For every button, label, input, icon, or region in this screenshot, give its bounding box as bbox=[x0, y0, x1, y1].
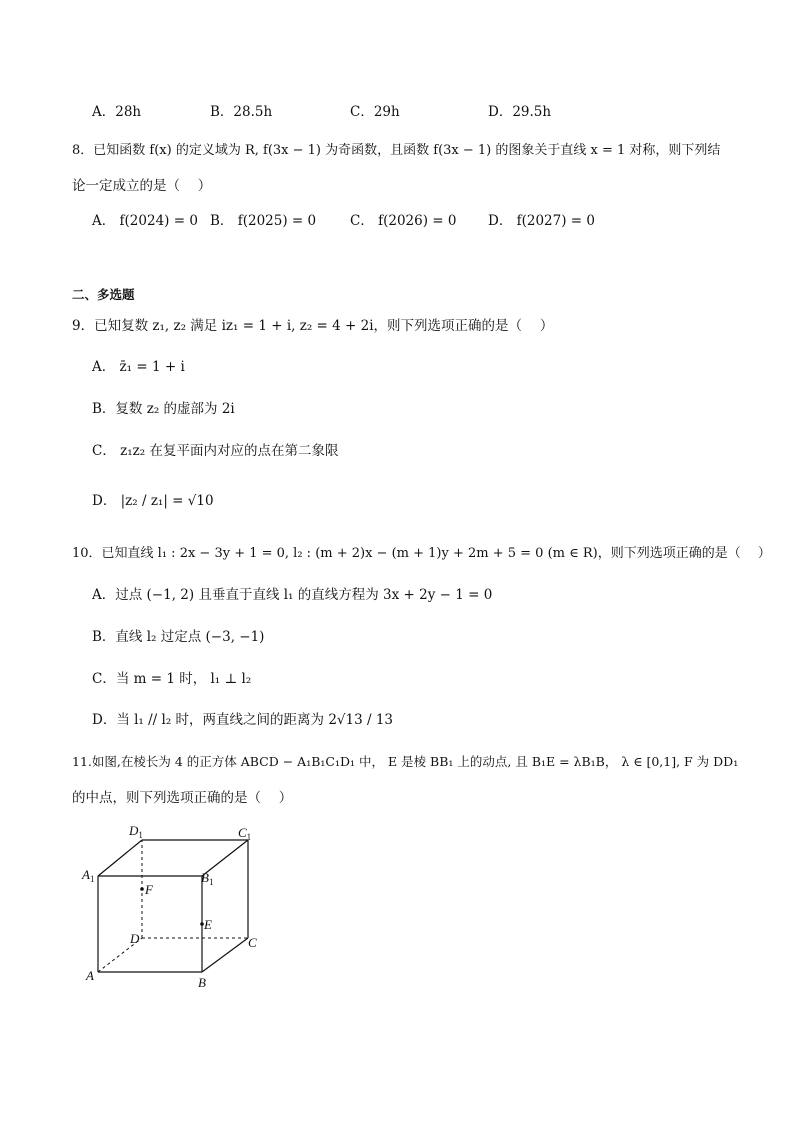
label-b1: $B_1$ bbox=[201, 870, 214, 887]
label-a: A bbox=[86, 968, 94, 983]
label-a1: $A_1$ bbox=[82, 867, 95, 884]
cube-hidden-edges bbox=[98, 840, 248, 972]
q7-option-d: D．29.5h bbox=[488, 104, 552, 120]
q8-stem-line2: 论一定成立的是（ ） bbox=[72, 178, 212, 194]
q11-stem-line2: 的中点，则下列选项正确的是（ ） bbox=[72, 790, 293, 806]
section-title: 二、多选题 bbox=[72, 287, 135, 302]
q8-option-a: A． f(2024) = 0 bbox=[92, 213, 198, 229]
label-e: E bbox=[204, 917, 212, 932]
label-f: F bbox=[145, 882, 153, 897]
q7-option-b: B．28.5h bbox=[210, 104, 273, 120]
q10-option-b: B．直线 l₂ 过定点 (−3, −1) bbox=[92, 629, 265, 645]
q9-option-b: B．复数 z₂ 的虚部为 2i bbox=[92, 401, 235, 417]
label-d1: $D_1$ bbox=[129, 823, 143, 840]
q9-option-d: D． |z₂ / z₁| = √10 bbox=[92, 493, 214, 509]
q10-option-d: D．当 l₁ // l₂ 时，两直线之间的距离为 2√13 / 13 bbox=[92, 712, 394, 728]
q10-option-a: A．过点 (−1, 2) 且垂直于直线 l₁ 的直线方程为 3x + 2y − 1 = 0 bbox=[92, 587, 493, 603]
q7-option-c: C．29h bbox=[350, 104, 400, 120]
label-c: C bbox=[248, 935, 257, 950]
q9-option-c: C． z₁z₂ 在复平面内对应的点在第二象限 bbox=[92, 443, 339, 459]
q8-stem-line1: 8．已知函数 f(x) 的定义域为 R, f(3x − 1) 为奇函数，且函数 f(3x − 1) 的图象关于直线 x = 1 对称，则下列结 bbox=[72, 143, 721, 158]
q10-option-c: C．当 m = 1 时， l₁ ⊥ l₂ bbox=[92, 671, 252, 687]
q8-option-c: C． f(2026) = 0 bbox=[350, 213, 457, 229]
q11-stem-line1: 11.如图,在棱长为 4 的正方体 ABCD − A₁B₁C₁D₁ 中， E 是棱 BB₁ 上的动点, 且 B₁E = λB₁B， λ ∈ [0,1], F 为 DD₁ bbox=[72, 754, 739, 769]
q10-stem: 10．已知直线 l₁ : 2x − 3y + 1 = 0, l₂ : (m + 2)x − (m + 1)y + 2m + 5 = 0 (m ∈ R)，则下列选项正确的是（ ） bbox=[72, 546, 771, 561]
q8-option-d: D． f(2027) = 0 bbox=[488, 213, 595, 229]
q7-option-a: A．28h bbox=[92, 104, 142, 120]
edge-a1d1 bbox=[98, 840, 142, 876]
label-c1: $C_1$ bbox=[238, 825, 252, 842]
edge-bc bbox=[202, 938, 248, 972]
cube-edges bbox=[98, 840, 248, 972]
q9-option-a: A． z̄₁ = 1 + i bbox=[92, 359, 185, 375]
point-f bbox=[140, 887, 144, 891]
q9-stem: 9．已知复数 z₁, z₂ 满足 iz₁ = 1 + i, z₂ = 4 + 2i，则下列选项正确的是（ ） bbox=[72, 318, 554, 334]
label-b: B bbox=[198, 975, 206, 990]
cube-figure bbox=[78, 820, 278, 1000]
label-d: D bbox=[130, 931, 140, 946]
q8-option-b: B． f(2025) = 0 bbox=[210, 213, 317, 229]
